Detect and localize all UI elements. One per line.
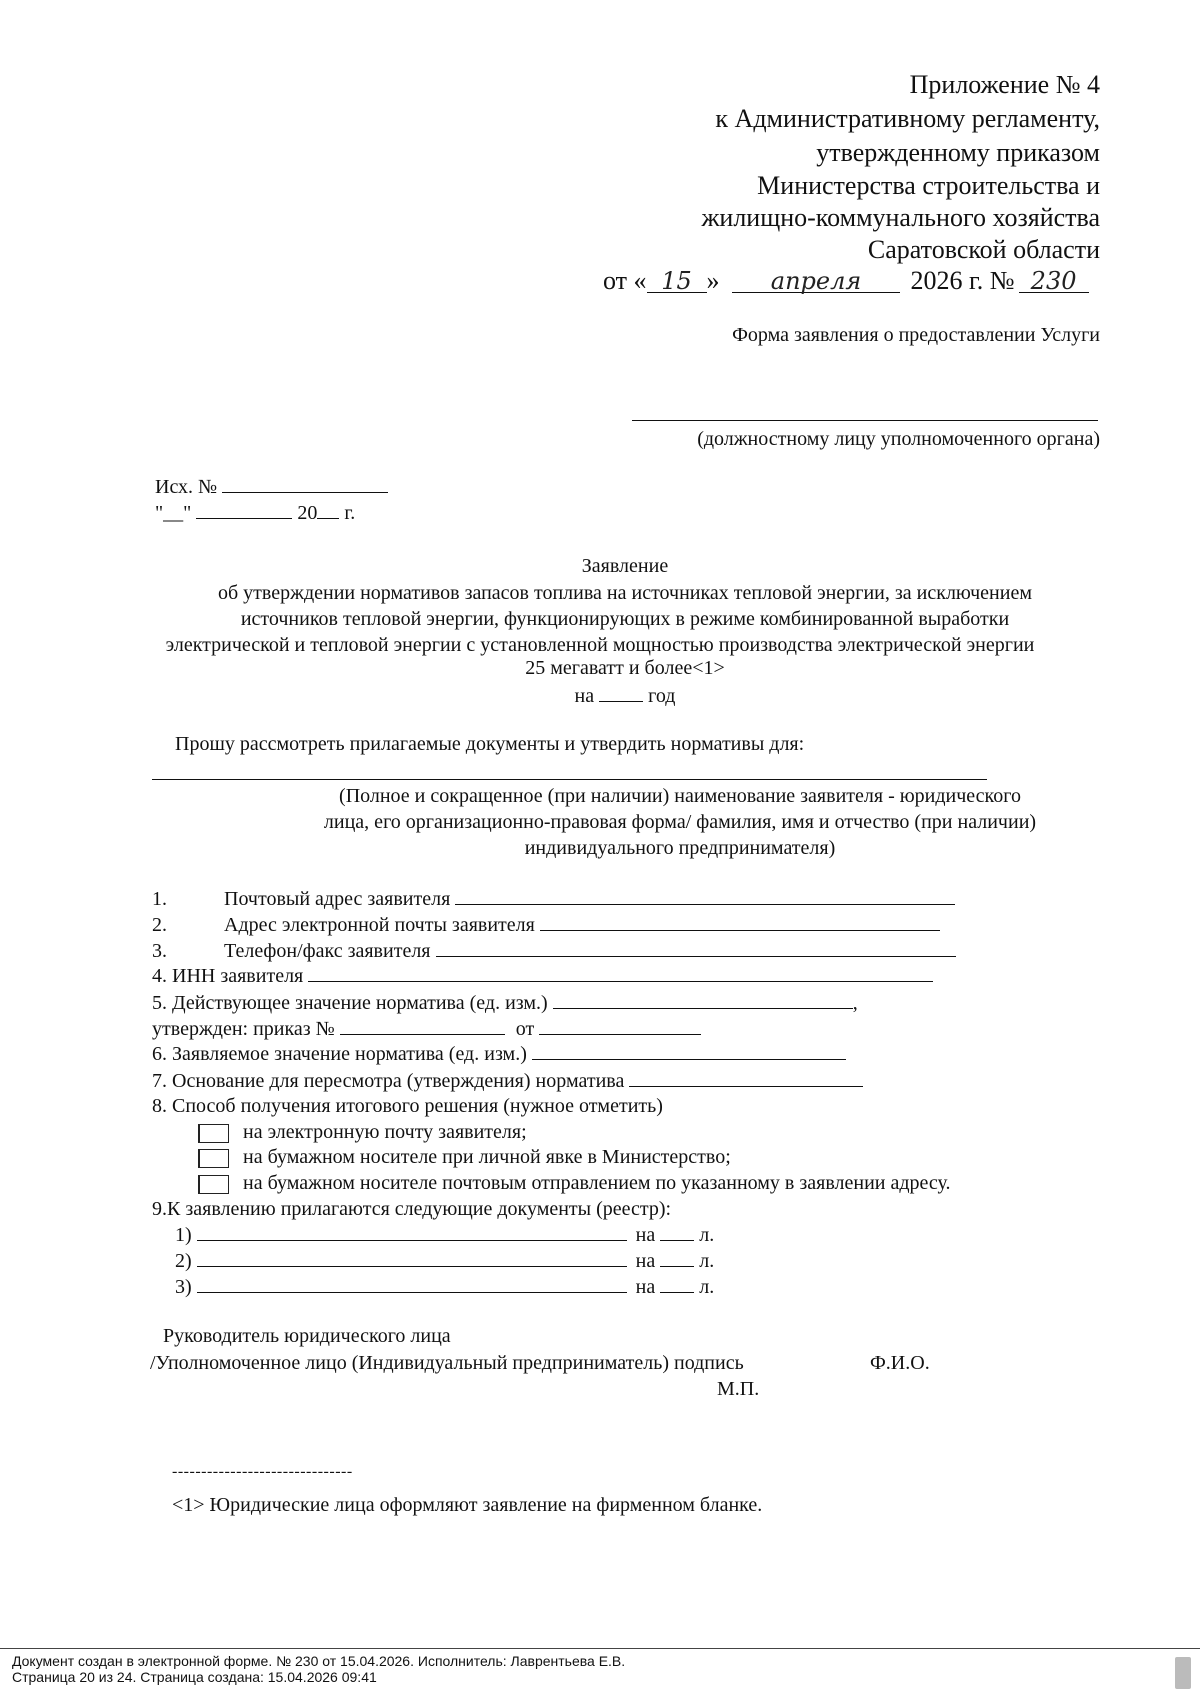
checkbox-in-person[interactable] [198,1149,229,1168]
signature-line-2: /Уполномоченное лицо (Индивидуальный предприниматель) подпись [150,1352,744,1374]
appendix-line-4: Министерства строительства и [757,171,1100,200]
item-5-comma: , [852,992,858,1014]
statement-line-2: источников тепловой энергии, функционирующих в режиме комбинированной выработки [240,608,1010,630]
outgoing-date-year-suffix: г. [344,502,356,524]
statement-year-suffix: год [648,685,676,707]
item-1-num: 1. [152,888,167,910]
document-footer [0,1648,1200,1699]
day-field [647,266,707,293]
doc-row-1 [175,1222,714,1247]
doc-2-na: на [635,1250,656,1272]
option-post[interactable] [198,1171,951,1195]
inn-field [308,963,933,982]
statement-year-field [599,683,643,702]
approved-order-date-field [539,1016,701,1035]
appendix-line-5: жилищно-коммунального хозяйства [701,203,1100,232]
checkbox-email[interactable] [198,1124,229,1143]
outgoing-date-month-field [196,500,292,519]
item-8: 8. Способ получения итогового решения (нужное отметить) [152,1095,663,1117]
item-7-label: 7. Основание для пересмотра (утверждения) норматива [152,1070,625,1092]
number-handwritten: 230 [1030,267,1077,295]
item-4-label: 4. ИНН заявителя [152,965,304,987]
email-field [540,912,940,931]
applicant-line [152,779,987,780]
checkbox-post[interactable] [198,1175,229,1194]
day-handwritten: 15 [661,267,692,295]
item-3-label: Телефон/факс заявителя [224,940,431,962]
statement-title: Заявление [581,555,669,577]
item-9: 9.К заявлению прилагаются следующие документы (реестр): [152,1198,672,1220]
doc-1-pages-field [660,1222,694,1241]
date-prefix: от « [603,266,647,295]
doc-1-na: на [635,1224,656,1246]
requested-norm-field [532,1041,846,1060]
item-1-label: Почтовый адрес заявителя [224,888,451,910]
statement-line-1: об утверждении нормативов запасов топлива на источниках тепловой энергии, за исключением [218,582,1032,604]
item-5-approved [152,1016,701,1041]
outgoing-date-year-field [317,500,339,519]
doc-2-num: 2) [175,1250,192,1272]
addressee-line [632,420,1098,421]
option-email-label: на электронную почту заявителя; [243,1121,527,1143]
emblem-icon [1175,1657,1191,1689]
item-2-label: Адрес электронной почты заявителя [224,914,535,936]
date-mid: » [706,266,720,295]
appendix-line-3: утвержденному приказом [816,138,1100,167]
statement-line-3: электрической и тепловой энергии с установленной мощностью производства электрической энергии [165,634,1035,656]
phone-fax-field [436,938,956,957]
outgoing-date-year-prefix: 20 [297,502,318,524]
outgoing-number-field [222,474,388,493]
item-6-label: 6. Заявляемое значение норматива (ед. изм.) [152,1043,527,1065]
item-6 [152,1041,846,1066]
footer-line-2: Страница 20 из 24. Страница создана: 15.04.2026 09:41 [12,1669,377,1685]
option-post-label: на бумажном носителе почтовым отправлением по указанному в заявлении адресу. [243,1172,951,1194]
item-4 [152,963,933,988]
footnote-text: <1> Юридические лица оформляют заявление на фирменном бланке. [172,1494,763,1516]
applicant-caption-3: индивидуального предпринимателя) [524,837,836,859]
doc-1-num: 1) [175,1224,192,1246]
approved-order-label: утвержден: приказ № [152,1018,335,1040]
doc-2-l: л. [699,1250,715,1272]
current-norm-field [553,990,853,1009]
item-2-num: 2. [152,914,167,936]
month-field [732,266,900,293]
appendix-line-6: Саратовской области [867,235,1100,264]
statement-year-prefix: на [574,685,595,707]
approved-order-number-field [340,1016,505,1035]
item-3 [152,938,956,963]
item-1 [152,886,955,911]
doc-row-2 [175,1248,714,1273]
outgoing-number [155,474,388,499]
footer-line-1: Документ создан в электронной форме. № 230 от 15.04.2026. Исполнитель: Лаврентьева Е.В. [12,1653,626,1669]
postal-address-field [455,886,955,905]
option-in-person[interactable] [198,1145,731,1169]
doc-2-name-field [197,1248,627,1267]
number-field [1019,266,1089,293]
doc-3-l: л. [699,1276,715,1298]
doc-3-pages-field [660,1274,694,1293]
outgoing-number-label: Исх. № [155,476,218,498]
item-5-label: 5. Действующее значение норматива (ед. изм.) [152,992,548,1014]
item-5 [152,990,858,1015]
addressee-caption: (должностному лицу уполномоченного органа) [697,428,1100,450]
doc-2-pages-field [660,1248,694,1267]
signature-mp: М.П. [717,1378,760,1400]
outgoing-date-quote: "__" [155,502,192,524]
doc-1-name-field [197,1222,627,1241]
form-title: Форма заявления о предоставлении Услуги [732,324,1100,346]
footnote-divider: ------------------------------- [172,1463,353,1480]
item-2 [152,912,940,937]
doc-row-3 [175,1274,714,1299]
revision-basis-field [629,1068,863,1087]
appendix-line-2: к Административному регламенту, [715,104,1100,133]
order-date-line [603,266,1089,296]
item-7 [152,1068,863,1093]
statement-line-4: 25 мегаватт и более<1> [525,657,725,679]
month-handwritten: апреля [770,267,862,295]
approved-order-from-label: от [515,1018,535,1040]
year-text: 2026 г. № [910,266,1015,295]
doc-1-l: л. [699,1224,715,1246]
signature-fio: Ф.И.О. [870,1352,930,1374]
option-email[interactable] [198,1120,527,1144]
doc-3-num: 3) [175,1276,192,1298]
item-3-num: 3. [152,940,167,962]
statement-year [0,683,1200,708]
option-in-person-label: на бумажном носителе при личной явке в Министерство; [243,1146,731,1168]
applicant-caption-1: (Полное и сокращенное (при наличии) наименование заявителя - юридического [339,785,1021,807]
appendix-title: Приложение № 4 [909,70,1100,99]
doc-3-name-field [197,1274,627,1293]
outgoing-date [155,500,355,525]
doc-3-na: на [635,1276,656,1298]
signature-line-1: Руководитель юридического лица [163,1325,451,1347]
applicant-caption-2: лица, его организационно-правовая форма/ фамилия, имя и отчество (при наличии) [323,811,1037,833]
request-text: Прошу рассмотреть прилагаемые документы и утвердить нормативы для: [175,733,805,755]
